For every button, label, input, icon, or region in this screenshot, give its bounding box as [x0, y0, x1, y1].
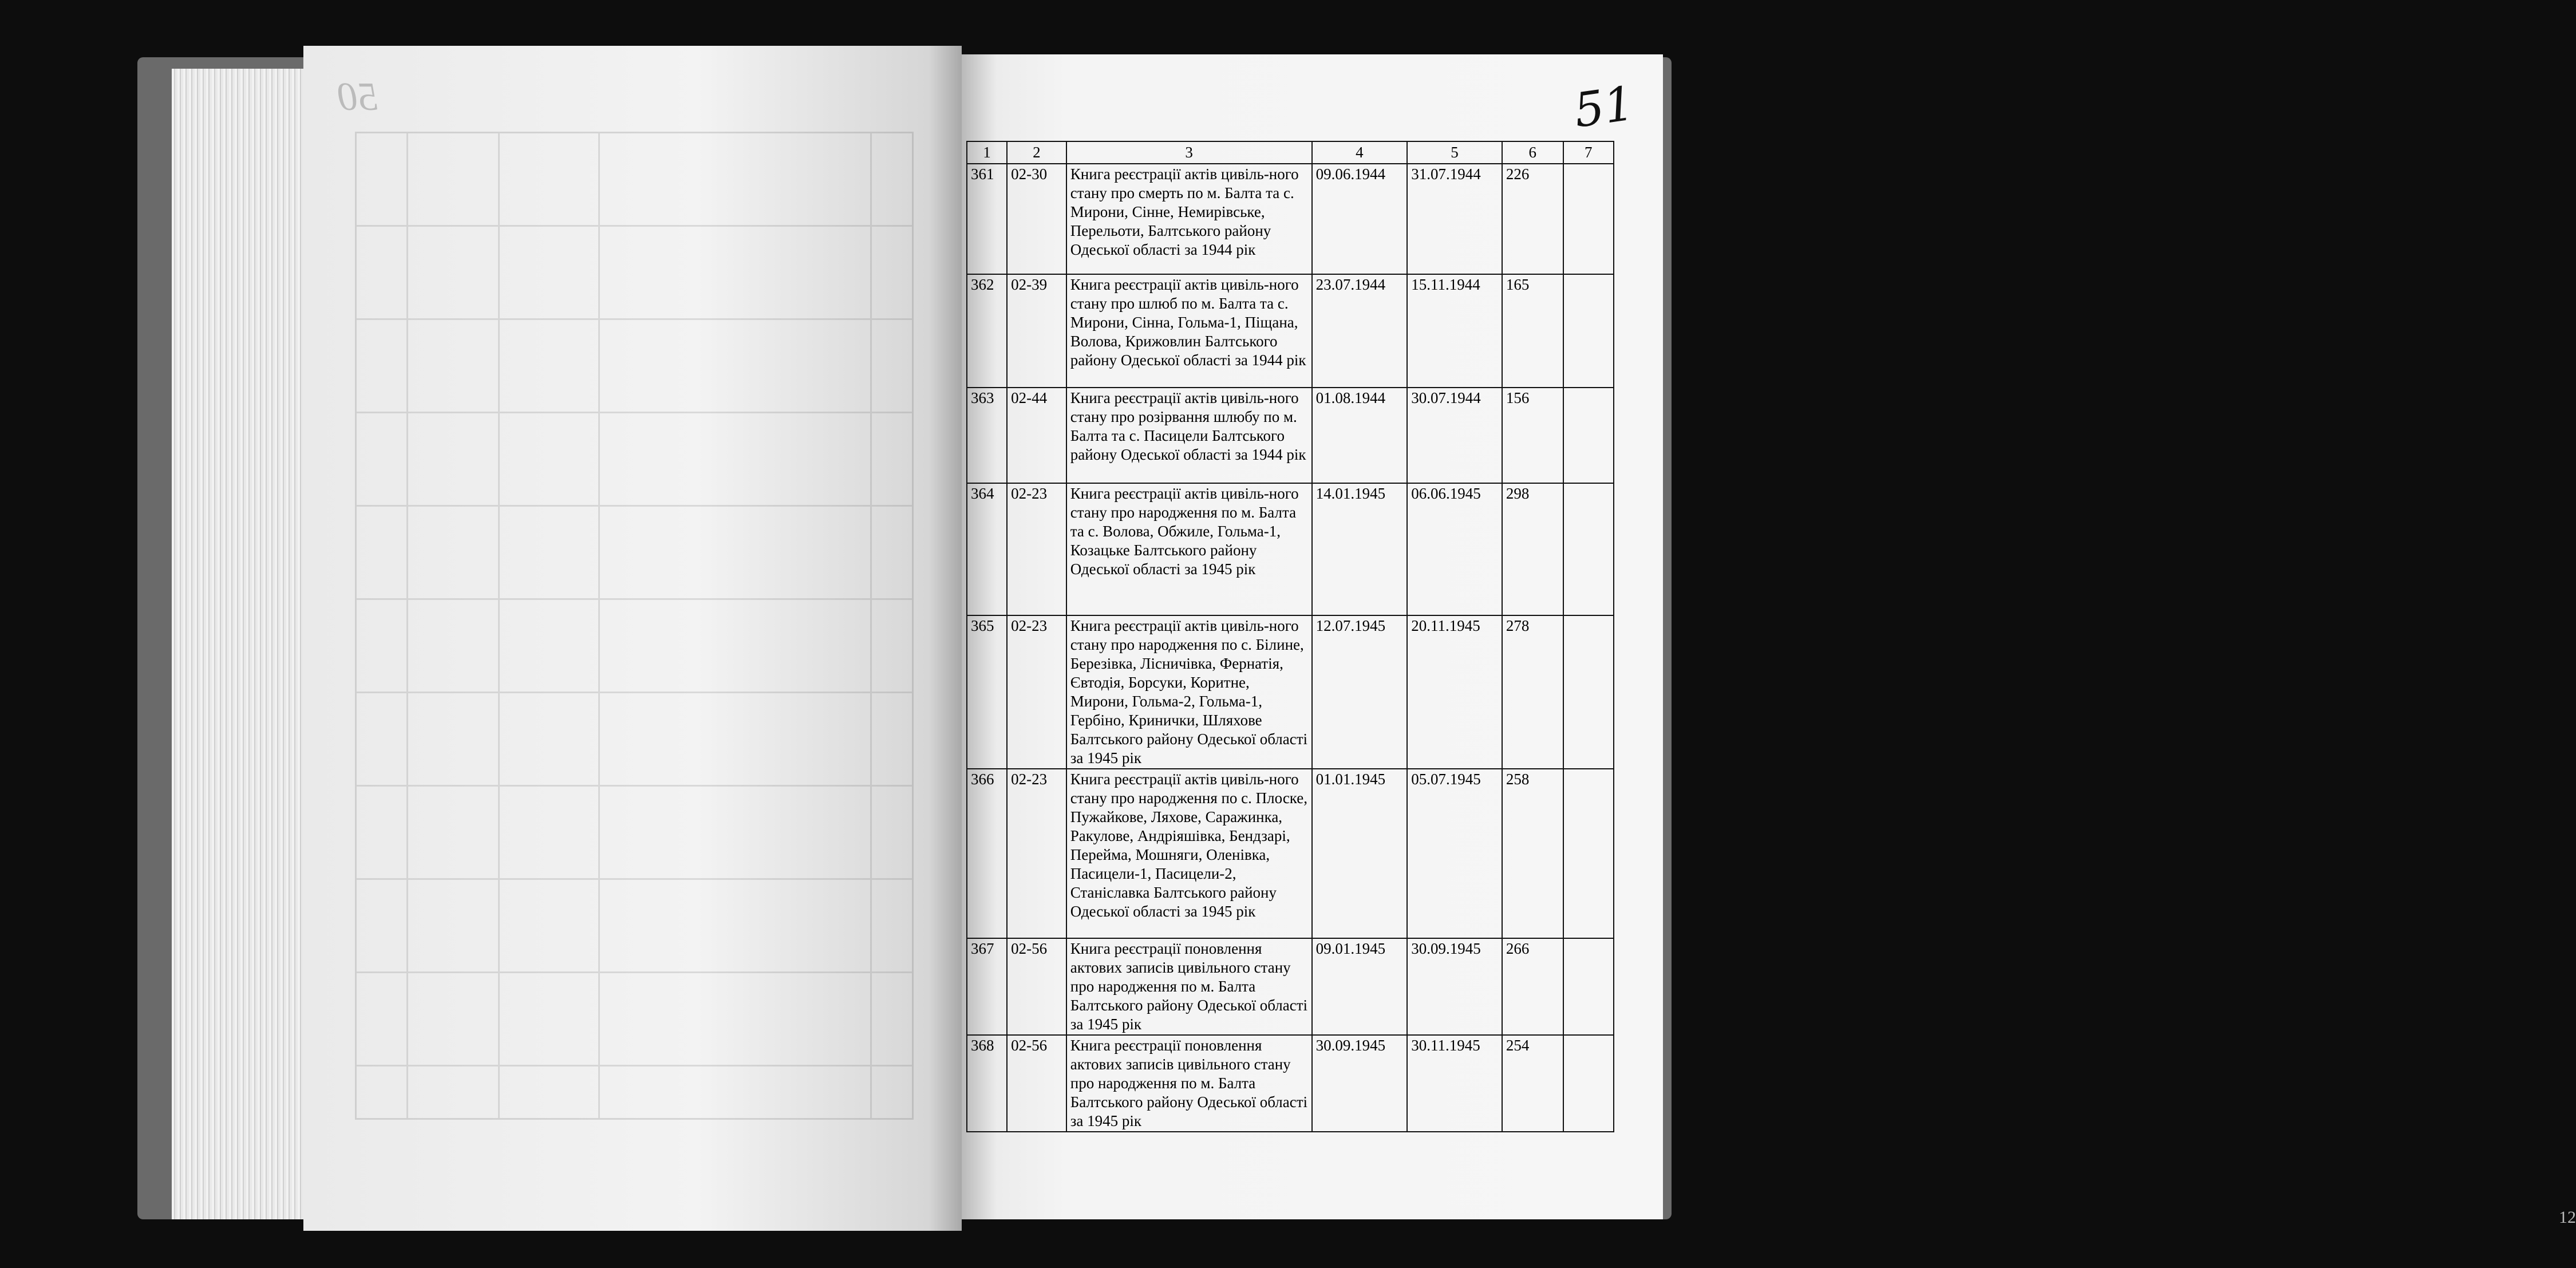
- col-header: 3: [1066, 141, 1312, 164]
- row-number: 364: [967, 483, 1007, 615]
- row-note: [1563, 1035, 1614, 1132]
- row-number: 361: [967, 164, 1007, 274]
- row-code: 02-23: [1007, 769, 1066, 938]
- row-start-date: 12.07.1945: [1312, 615, 1408, 769]
- row-count: 266: [1502, 938, 1563, 1035]
- row-end-date: 30.09.1945: [1407, 938, 1502, 1035]
- row-count: 278: [1502, 615, 1563, 769]
- row-start-date: 14.01.1945: [1312, 483, 1408, 615]
- col-header: 4: [1312, 141, 1408, 164]
- row-end-date: 06.06.1945: [1407, 483, 1502, 615]
- row-start-date: 09.01.1945: [1312, 938, 1408, 1035]
- row-count: 254: [1502, 1035, 1563, 1132]
- row-note: [1563, 388, 1614, 483]
- row-description: Книга реєстрації поновлення актових записів цивільного стану про народження по м. Балта Балтського району Одеської області за 1945 рік: [1066, 938, 1312, 1035]
- row-code: 02-39: [1007, 274, 1066, 388]
- ghost-page-number: 50: [338, 75, 378, 119]
- col-header: 2: [1007, 141, 1066, 164]
- bleed-through-table: [355, 132, 914, 1120]
- table-row: [967, 483, 1614, 615]
- row-code: 02-23: [1007, 615, 1066, 769]
- row-number: 368: [967, 1035, 1007, 1132]
- row-description: Книга реєстрації актів цивіль-ного стану про шлюб по м. Балта та с. Мирони, Сінна, Гольма-1, Піщана, Волова, Крижовлин Балтського району Одеської області за 1944 рік: [1066, 274, 1312, 388]
- folio-number: 51: [1570, 76, 1638, 139]
- row-number: 363: [967, 388, 1007, 483]
- row-code: 02-56: [1007, 1035, 1066, 1132]
- row-note: [1563, 274, 1614, 388]
- table-row: [967, 769, 1614, 938]
- row-code: 02-56: [1007, 938, 1066, 1035]
- row-start-date: 23.07.1944: [1312, 274, 1408, 388]
- row-note: [1563, 164, 1614, 274]
- table-row: [967, 164, 1614, 274]
- row-number: 362: [967, 274, 1007, 388]
- row-description: Книга реєстрації актів цивіль-ного стану про народження по м. Балта та с. Волова, Обжиле, Гольма-1, Козацьке Балтського району Одеської області за 1945 рік: [1066, 483, 1312, 615]
- row-start-date: 01.01.1945: [1312, 769, 1408, 938]
- row-end-date: 15.11.1944: [1407, 274, 1502, 388]
- row-end-date: 20.11.1945: [1407, 615, 1502, 769]
- row-count: 165: [1502, 274, 1563, 388]
- row-end-date: 30.11.1945: [1407, 1035, 1502, 1132]
- row-note: [1563, 483, 1614, 615]
- row-start-date: 01.08.1944: [1312, 388, 1408, 483]
- row-description: Книга реєстрації актів цивіль-ного стану про народження по с. Плоске, Пужайкове, Ляхове, Саражинка, Ракулове, Андріяшівка, Бендзарі, Перейма, Мошняги, Оленівка, Пасицели-1, Пасицели-2, Станіславка Балтського району Одеської області за 1945 рік: [1066, 769, 1312, 938]
- row-code: 02-44: [1007, 388, 1066, 483]
- page-footer-mark: 12: [2559, 1208, 2576, 1227]
- table-row: [967, 938, 1614, 1035]
- table-row: [967, 615, 1614, 769]
- row-start-date: 09.06.1944: [1312, 164, 1408, 274]
- row-description: Книга реєстрації актів цивіль-ного стану про розірвання шлюбу по м. Балта та с. Пасицели Балтського району Одеської області за 1944 рік: [1066, 388, 1312, 483]
- register-table: [966, 141, 1614, 1132]
- row-note: [1563, 615, 1614, 769]
- table-row: [967, 1035, 1614, 1132]
- row-number: 367: [967, 938, 1007, 1035]
- row-count: 258: [1502, 769, 1563, 938]
- row-description: Книга реєстрації актів цивіль-ного стану про смерть по м. Балта та с. Мирони, Сінне, Немирівське, Перельоти, Балтського району Одеської області за 1944 рік: [1066, 164, 1312, 274]
- row-note: [1563, 938, 1614, 1035]
- row-description: Книга реєстрації актів цивіль-ного стану про народження по с. Білине, Березівка, Лісничівка, Фернатія, Євтодія, Борсуки, Коритне, Мирони, Гольма-2, Гольма-1, Гербіно, Кринички, Шляхове Балтського району Одеської області за 1945 рік: [1066, 615, 1312, 769]
- row-code: 02-30: [1007, 164, 1066, 274]
- col-header: 5: [1407, 141, 1502, 164]
- col-header: 1: [967, 141, 1007, 164]
- row-count: 156: [1502, 388, 1563, 483]
- row-end-date: 30.07.1944: [1407, 388, 1502, 483]
- row-number: 366: [967, 769, 1007, 938]
- row-count: 298: [1502, 483, 1563, 615]
- row-end-date: 31.07.1944: [1407, 164, 1502, 274]
- row-count: 226: [1502, 164, 1563, 274]
- row-start-date: 30.09.1945: [1312, 1035, 1408, 1132]
- row-description: Книга реєстрації поновлення актових записів цивільного стану про народження по м. Балта Балтського району Одеської області за 1945 рік: [1066, 1035, 1312, 1132]
- row-number: 365: [967, 615, 1007, 769]
- row-note: [1563, 769, 1614, 938]
- col-header: 6: [1502, 141, 1563, 164]
- col-header: 7: [1563, 141, 1614, 164]
- table-row: [967, 274, 1614, 388]
- row-end-date: 05.07.1945: [1407, 769, 1502, 938]
- page-edges: [172, 69, 321, 1219]
- table-row: [967, 388, 1614, 483]
- row-code: 02-23: [1007, 483, 1066, 615]
- table-header-row: [967, 141, 1614, 164]
- left-page: [303, 46, 962, 1231]
